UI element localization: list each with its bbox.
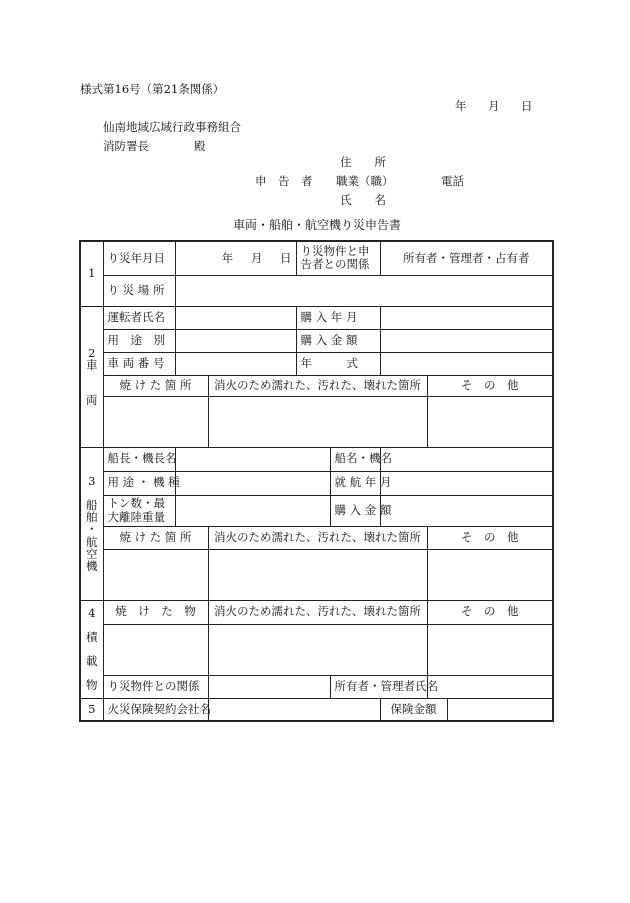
vehicle-burned-field[interactable] — [103, 396, 208, 447]
cargo-owner-field[interactable] — [427, 675, 553, 698]
section2-label-cell — [80, 306, 103, 447]
disaster-location-label: り 災 場 所 — [103, 275, 175, 306]
cargo-damage-label: 消火のため濡れた、汚れた、壊れた箇所 — [208, 600, 427, 624]
section4-label-cell — [80, 600, 103, 698]
vehicle-burned-label: 焼 け た 箇 所 — [103, 375, 208, 396]
insured-amount-field[interactable] — [447, 698, 553, 721]
section3-label-char-4: 航 — [86, 534, 98, 549]
service-year-field[interactable] — [380, 471, 553, 495]
cargo-damage-field[interactable] — [208, 624, 427, 675]
driver-name-label: 運転者氏名 — [103, 306, 175, 329]
vessel-type-label: 用 途 ・ 機 種 — [103, 471, 175, 495]
vehicle-other-label: そ の 他 — [427, 375, 553, 396]
recipient-organization: 仙南地域広域行政事務組合 — [103, 120, 241, 134]
disaster-location-field[interactable] — [175, 275, 553, 306]
vehicle-plate-field[interactable] — [175, 352, 296, 375]
vessel-name-field[interactable] — [380, 447, 553, 471]
section3-label-char-2: 舶 — [86, 510, 98, 525]
applicant-address-label: 住 所 — [340, 155, 386, 169]
cargo-burned-field[interactable] — [103, 624, 208, 675]
vehicle-use-field[interactable] — [175, 329, 296, 352]
section4-number: 4 — [88, 605, 96, 620]
driver-name-field[interactable] — [175, 306, 296, 329]
section4-label-char-1: 積 — [86, 629, 98, 644]
vessel-type-field[interactable] — [175, 471, 330, 495]
disaster-date-label: り災年月日 — [103, 241, 175, 275]
section4-label-char-3: 物 — [86, 678, 98, 693]
insurer-name-label: 火災保険契約会社名 — [103, 698, 208, 721]
vessel-purchase-price-label: 購 入 金 額 — [330, 495, 380, 526]
applicant-phone-label: 電話 — [441, 174, 464, 188]
date-day-label: 日 — [521, 99, 533, 113]
section5-number: 5 — [80, 698, 103, 721]
purchase-date-label: 購 入 年 月 — [296, 306, 380, 329]
section3-label-char-3: ・ — [86, 522, 98, 537]
vessel-purchase-price-field[interactable] — [380, 495, 553, 526]
section2-label-char-2: 両 — [86, 392, 98, 407]
cargo-owner-label: 所有者・管理者氏名 — [330, 675, 427, 698]
vehicle-purchase-price-label: 購 入 金 額 — [296, 329, 380, 352]
disaster-date-month-unit: 月 — [250, 250, 263, 265]
vessel-damage-field[interactable] — [208, 549, 427, 600]
applicant-label: 申 告 者 — [255, 174, 313, 188]
vessel-burned-label: 焼 け た 箇 所 — [103, 526, 208, 549]
tonnage-field[interactable] — [175, 495, 330, 526]
cargo-relation-label: り災物件との関係 — [103, 675, 208, 698]
recipient-honorific: 殿 — [194, 139, 206, 153]
cargo-relation-field[interactable] — [208, 675, 330, 698]
vehicle-model-year-label: 年 式 — [296, 352, 380, 375]
insured-amount-label: 保険金額 — [380, 698, 447, 721]
disaster-report-table — [79, 240, 554, 722]
disaster-date-field[interactable] — [175, 241, 296, 275]
captain-name-label: 船長・機長名 — [103, 447, 175, 471]
vehicle-plate-label: 車 両 番 号 — [103, 352, 175, 375]
section3-label-char-5: 空 — [86, 546, 98, 561]
vehicle-damage-field[interactable] — [208, 396, 427, 447]
section1-number: 1 — [80, 241, 103, 306]
vessel-other-field[interactable] — [427, 549, 553, 600]
vehicle-other-field[interactable] — [427, 396, 553, 447]
tonnage-label: トン数・最大離陸重量 — [103, 495, 175, 526]
purchase-date-field[interactable] — [380, 306, 553, 329]
vessel-burned-field[interactable] — [103, 549, 208, 600]
document-title: 車両・船舶・航空機り災申告書 — [233, 218, 402, 232]
section4-label-char-2: 載 — [86, 654, 98, 668]
cargo-other-field[interactable] — [427, 624, 553, 675]
section2-number: 2 — [88, 346, 96, 361]
section3-label-char-1: 船 — [86, 498, 98, 513]
vehicle-model-year-field[interactable] — [380, 352, 553, 375]
captain-name-field[interactable] — [175, 447, 330, 471]
vehicle-purchase-price-field[interactable] — [380, 329, 553, 352]
date-year-label: 年 — [455, 99, 467, 113]
section3-label-char-6: 機 — [86, 558, 98, 573]
disaster-date-day-unit: 日 — [280, 250, 292, 265]
vessel-other-label: そ の 他 — [427, 526, 553, 549]
form-number: 様式第16号（第21条関係） — [80, 82, 225, 96]
relation-label: り災物件と申告者との関係 — [296, 241, 380, 275]
insurer-name-field[interactable] — [208, 698, 380, 721]
section3-number: 3 — [88, 474, 96, 489]
relation-value[interactable]: 所有者・管理者・占有者 — [380, 241, 553, 275]
applicant-occupation-label: 職業（職） — [336, 174, 394, 188]
date-month-label: 月 — [488, 99, 500, 113]
disaster-date-year-unit: 年 — [221, 250, 234, 265]
applicant-name-label: 氏 名 — [340, 193, 386, 207]
section3-label-cell — [80, 447, 103, 600]
vehicle-use-label: 用 途 別 — [103, 329, 175, 352]
section2-label-char-1: 車 — [86, 358, 98, 373]
vehicle-damage-label: 消火のため濡れた、汚れた、壊れた箇所 — [208, 375, 427, 396]
vessel-name-label: 船名・機名 — [330, 447, 380, 471]
cargo-burned-label: 焼 け た 物 — [103, 600, 208, 624]
service-year-label: 就 航 年 月 — [330, 471, 380, 495]
recipient-title: 消防署長 — [103, 139, 149, 153]
cargo-other-label: そ の 他 — [427, 600, 553, 624]
vessel-damage-label: 消火のため濡れた、汚れた、壊れた箇所 — [208, 526, 427, 549]
